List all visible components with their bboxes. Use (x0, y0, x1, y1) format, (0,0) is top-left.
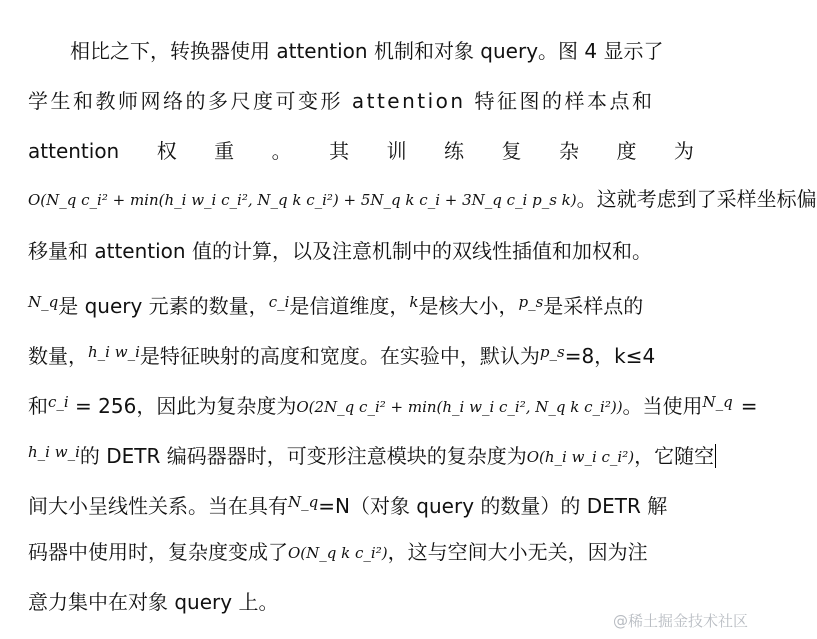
paragraph-line-5 (28, 233, 694, 269)
symbol-hw: h_i w_i (88, 343, 140, 361)
line-12-text: 意力集中在对象 query 上。 (28, 590, 279, 614)
symbol-k: k (409, 293, 419, 311)
paragraph-line-3 (28, 133, 694, 169)
line-7-text: =8，k≤4 (564, 344, 656, 368)
line-3-word: 复 (501, 139, 522, 163)
paragraph-line-7 (28, 334, 694, 370)
line-8-text: 。当使用 (622, 394, 703, 418)
paragraph-line-8 (28, 384, 758, 420)
paragraph-line-2 (28, 83, 694, 119)
line-3-word: 权 (156, 139, 177, 163)
line-3-word: 。 (271, 139, 292, 163)
line-3-word: 训 (386, 139, 407, 163)
line-3-word: 杂 (558, 139, 579, 163)
line-3-word: 重 (214, 139, 235, 163)
line-1-text: 相比之下，转换器使用 attention 机制和对象 query。图 4 显示了 (70, 39, 664, 63)
symbol-nq: N_q (702, 393, 733, 411)
line-10-text: 间大小呈线性关系。当在具有 (28, 494, 288, 518)
paragraph-line-9 (28, 434, 715, 470)
line-8-text: 和 (28, 394, 48, 418)
line-6-text: 是 query 元素的数量， (58, 294, 269, 318)
paragraph-line-12 (28, 584, 694, 620)
line-7-text: 数量， (28, 344, 88, 368)
paragraph-line-1 (28, 33, 694, 69)
line-11-text: ，这与空间大小无关，因为注 (387, 540, 648, 564)
paragraph-line-11 (28, 534, 694, 570)
symbol-nq: N_q (288, 493, 319, 511)
line-10-text: =N（对象 query 的数量）的 DETR 解 (318, 494, 668, 518)
symbol-ps: p_s (539, 343, 565, 361)
line-3-word: 练 (444, 139, 465, 163)
line-2-text: 学生和教师网络的多尺度可变形 attention 特征图的样本点和 (28, 89, 655, 113)
paragraph-line-4 (28, 181, 817, 217)
line-6-text: 是信道维度， (289, 294, 410, 318)
line-9-text: 的 DETR 编码器器时，可变形注意模块的复杂度为 (79, 444, 527, 468)
line-8-text: = (740, 394, 758, 418)
complexity-formula: O(N_q c_i² + min(h_i w_i c_i², N_q k c_i²) + 5N_q k c_i + 3N_q c_i p_s k) (28, 191, 577, 209)
complexity-formula: O(N_q k c_i²) (288, 544, 388, 562)
line-11-text: 码器中使用时，复杂度变成了 (28, 540, 288, 564)
line-7-text: 是特征映射的高度和宽度。在实验中，默认为 (139, 344, 540, 368)
symbol-ci: c_i (48, 393, 69, 411)
line-3-word: 其 (329, 139, 350, 163)
text-cursor (715, 444, 716, 468)
symbol-ci: c_i (268, 293, 290, 311)
line-6-text: 是核大小， (418, 294, 519, 318)
line-3-word: 度 (616, 139, 637, 163)
paragraph-line-10 (28, 484, 694, 520)
paragraph-line-6 (28, 284, 694, 320)
line-9-text: ，它随空 (634, 444, 715, 468)
symbol-hw: h_i w_i (28, 443, 80, 461)
line-4-text: 。这就考虑到了采样坐标偏 (576, 187, 817, 211)
line-5-text: 移量和 attention 值的计算，以及注意机制中的双线性插值和加权和。 (28, 239, 652, 263)
symbol-ps: p_s (518, 293, 544, 311)
line-8-text: = 256，因此为复杂度为 (68, 394, 297, 418)
site-watermark: @稀土掘金技术社区 (612, 612, 748, 630)
complexity-formula: O(h_i w_i c_i²) (526, 448, 635, 466)
line-6-text: 是采样点的 (543, 294, 644, 318)
line-3-word: attention (28, 139, 120, 163)
symbol-nq: N_q (28, 293, 59, 311)
line-3-word: 为 (673, 139, 694, 163)
complexity-formula: O(2N_q c_i² + min(h_i w_i c_i², N_q k c_i²)) (296, 398, 623, 416)
